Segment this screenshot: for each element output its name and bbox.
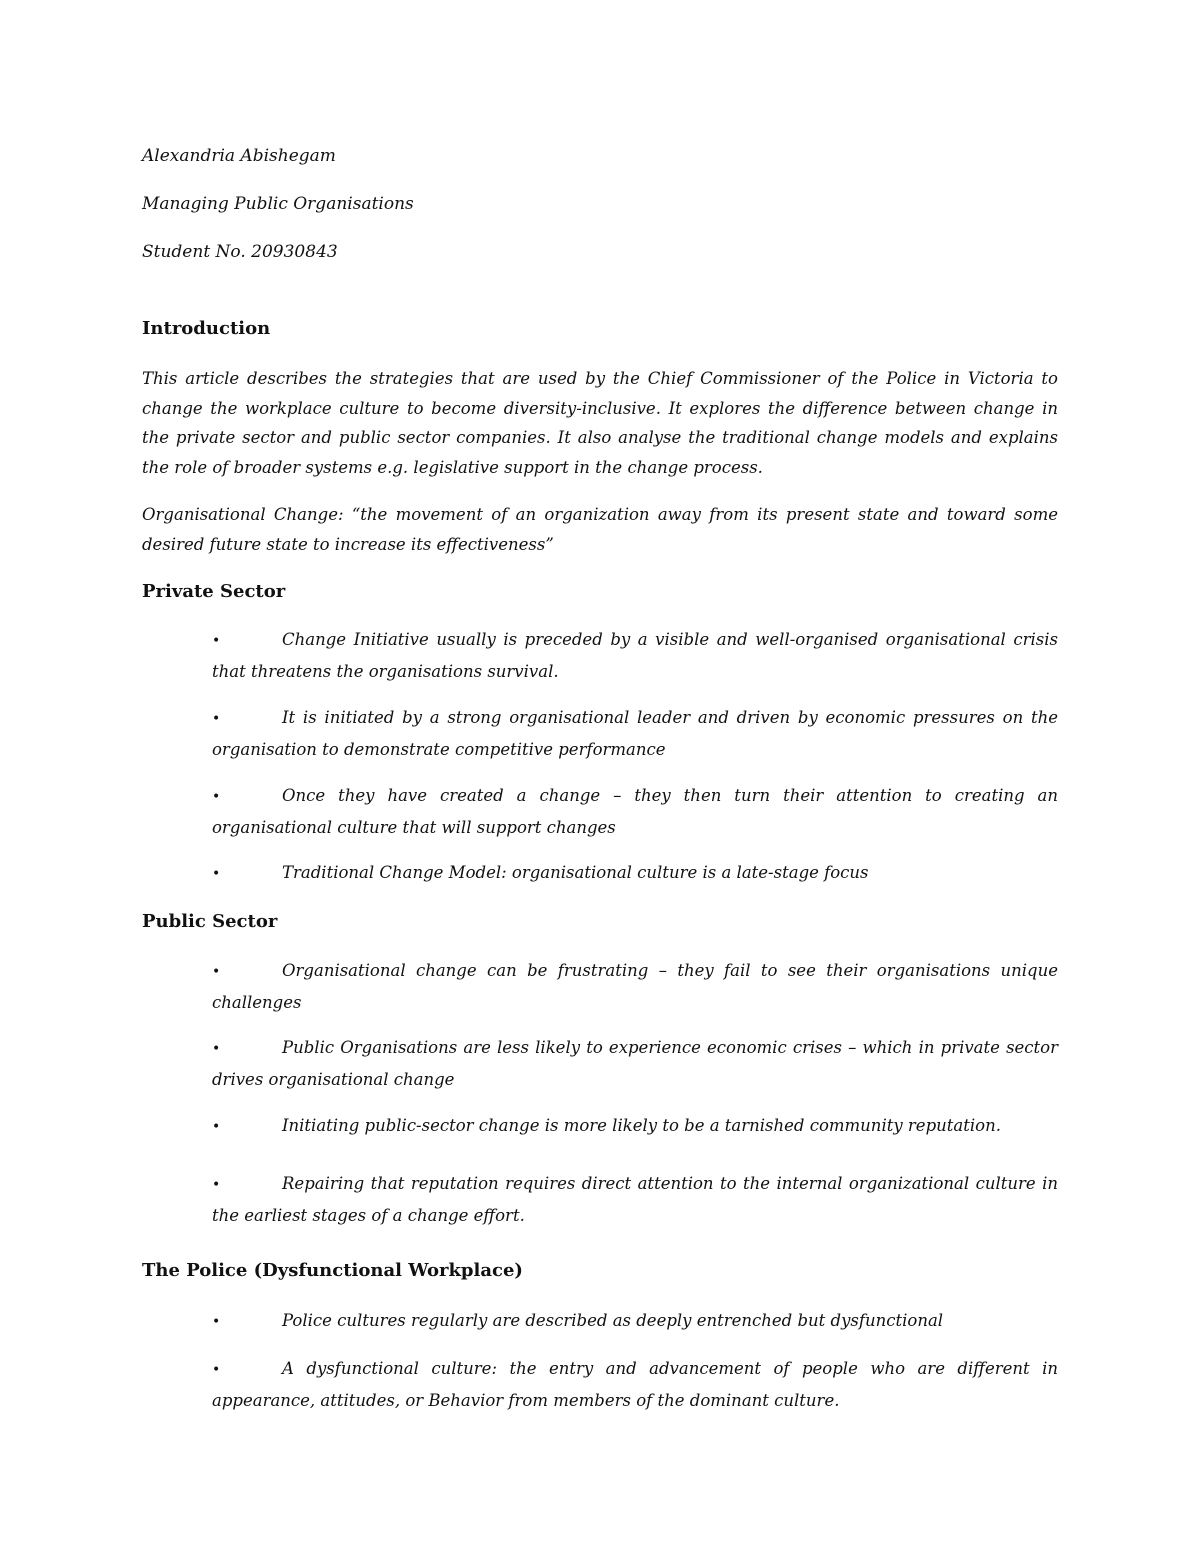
list-item [212, 1169, 1058, 1230]
list-item [212, 781, 1058, 842]
list-item [212, 858, 1058, 890]
list-item-text: Initiating public-sector change is more likely to be a tarnished community reputation. [282, 1116, 1001, 1135]
definition-paragraph: Organisational Change: “the movement of an organization away from its present state and toward some desired future state to increase its effectiveness” [142, 505, 1058, 554]
course-title: Managing Public Organisations [142, 194, 414, 214]
list-item [212, 1354, 1058, 1415]
list-item [212, 956, 1058, 1017]
bullet-icon: • [212, 866, 221, 882]
introduction-paragraph: This article describes the strategies that are used by the Chief Commissioner of the Police in Victoria to change the workplace culture to become diversity-inclusive. It explores the difference between change in the private sector and public sector companies. It also analyse the traditional change models and explains the role of broader systems e.g. legislative support in the change process. [142, 369, 1058, 477]
list-item-text: Police cultures regularly are described as deeply entrenched but dysfunctional [282, 1311, 944, 1330]
student-number: Student No. 20930843 [142, 242, 338, 262]
list-item [212, 1111, 1058, 1143]
public-sector-heading: Public Sector [142, 911, 278, 932]
bullet-icon: • [212, 1041, 221, 1057]
bullet-icon: • [212, 711, 221, 727]
bullet-icon: • [212, 1314, 221, 1330]
police-heading: The Police (Dysfunctional Workplace) [142, 1260, 523, 1281]
list-item [212, 1033, 1058, 1094]
introduction-heading: Introduction [142, 318, 271, 339]
list-item-text: Organisational change can be frustrating – they fail to see their organisations unique challenges [212, 961, 1058, 1012]
list-item-text: A dysfunctional culture: the entry and advancement of people who are different in appearance, attitudes, or Behavior from members of the dominant culture. [212, 1359, 1058, 1410]
bullet-icon: • [212, 1177, 221, 1193]
list-item-text: It is initiated by a strong organisational leader and driven by economic pressures on the organisation to demonstrate competitive performance [212, 708, 1058, 759]
document-page [142, 0, 1058, 1553]
list-item [212, 703, 1058, 764]
bullet-icon: • [212, 789, 221, 805]
bullet-icon: • [212, 1362, 221, 1378]
bullet-icon: • [212, 1119, 221, 1135]
list-item-text: Repairing that reputation requires direct attention to the internal organizational culture in the earliest stages of a change effort. [212, 1174, 1058, 1225]
author-name: Alexandria Abishegam [142, 146, 336, 166]
list-item-text: Public Organisations are less likely to experience economic crises – which in private sector drives organisational change [212, 1038, 1058, 1089]
list-item [212, 1306, 1058, 1338]
bullet-icon: • [212, 633, 221, 649]
list-item-text: Traditional Change Model: organisational culture is a late-stage focus [282, 863, 869, 882]
bullet-icon: • [212, 964, 221, 980]
list-item-text: Change Initiative usually is preceded by a visible and well-organised organisational crisis that threatens the organisations survival. [212, 630, 1058, 681]
list-item-text: Once they have created a change – they then turn their attention to creating an organisational culture that will support changes [212, 786, 1058, 837]
private-sector-heading: Private Sector [142, 581, 286, 602]
list-item [212, 625, 1058, 686]
